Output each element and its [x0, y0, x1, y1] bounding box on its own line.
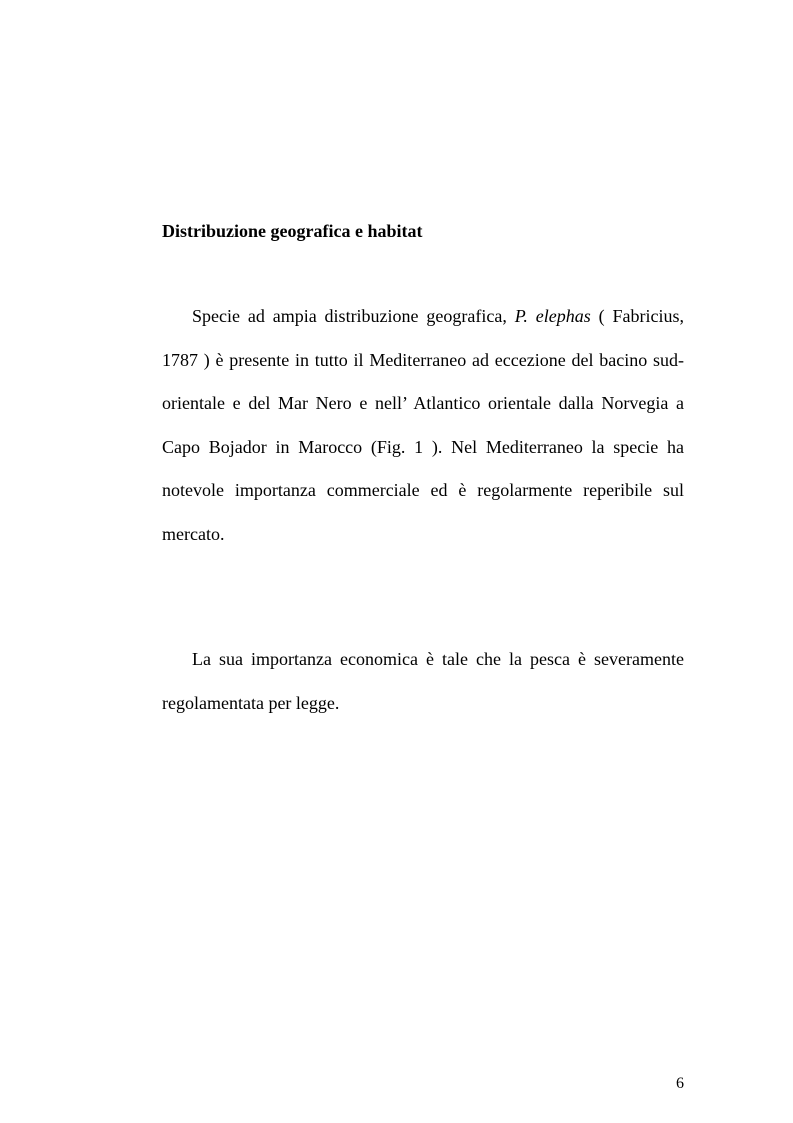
species-name: P. elephas [514, 306, 591, 326]
section-heading: Distribuzione geografica e habitat [162, 221, 423, 241]
paragraph-distribution-text-end: ( Fabricius, 1787 ) è presente in tutto il Mediterraneo ad eccezione del bacino sud-orientale e del Mar Nero e nell’ Atlantico orientale dalla Norvegia a Capo Bojador in Marocco (Fig. 1 ). Nel Mediterraneo la specie ha notevole importanza commerciale ed è regolarmente reperibile sul mercato. [162, 306, 684, 544]
paragraph-distribution-text-start: Specie ad ampia distribuzione geografica, [192, 306, 515, 326]
page-number: 6 [676, 1075, 684, 1092]
paragraph-economic-importance: La sua importanza economica è tale che la pesca è severamente regolamentata per legge. [162, 649, 684, 713]
paragraph-distribution [162, 295, 684, 556]
